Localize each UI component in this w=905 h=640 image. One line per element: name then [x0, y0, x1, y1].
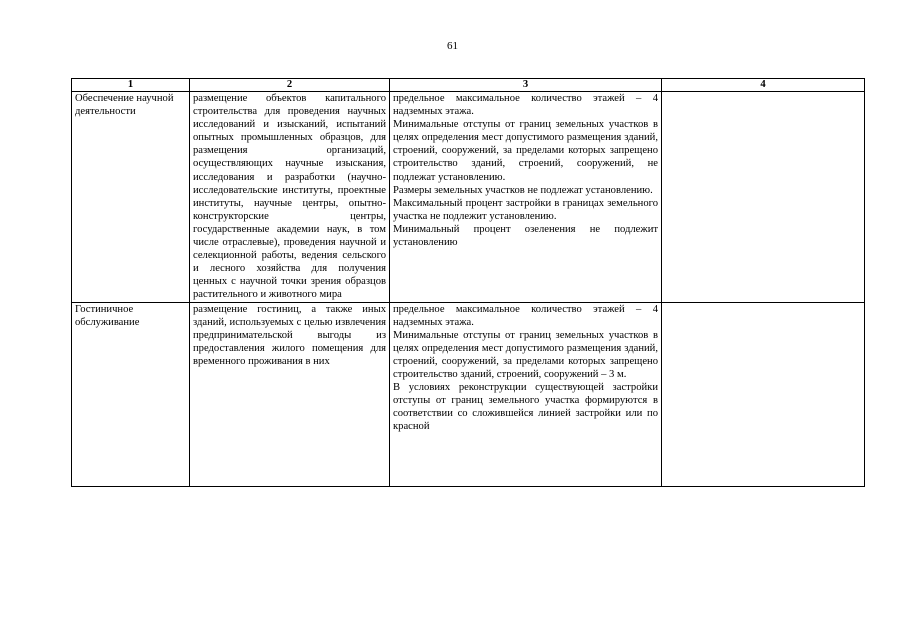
- column-header: 2: [190, 79, 390, 92]
- land-use-regulations-table: [71, 78, 865, 487]
- parameter-text: Размеры земельных участков не подлежат установлению.: [393, 184, 653, 196]
- page-number: 61: [447, 40, 458, 52]
- column-header: 3: [390, 79, 662, 92]
- table-header-row: [72, 79, 865, 92]
- parameters-cell: [390, 302, 662, 486]
- table-row: [72, 92, 865, 303]
- land-use-type-cell: Обеспечение научной деятельности: [72, 92, 190, 303]
- parameter-text: Минимальные отступы от границ земельных участков в целях определения мест допустимого размещения зданий, строений, сооружений, за пределами которых запрещено строительство зданий, строений, сооружений, не подлежат установлению.: [393, 119, 658, 183]
- column-header: 4: [662, 79, 865, 92]
- land-use-description-cell: размещение гостиниц, а также иных зданий, используемых с целью извлечения предпринимательской выгоды из предоставления жилого помещения для временного проживания в них: [190, 302, 390, 486]
- land-use-type-cell: Гостиничное обслуживание: [72, 302, 190, 486]
- column-4-cell: [662, 92, 865, 303]
- parameter-text: Минимальные отступы от границ земельных участков в целях определения мест допустимого размещения зданий, строений, сооружений, за пределами которых запрещено строительство зданий, строений, сооружений – 3 м.: [393, 329, 658, 380]
- column-header: 1: [72, 79, 190, 92]
- table-row: [72, 302, 865, 486]
- parameter-text: Минимальный процент озеленения не подлежит установлению: [393, 223, 658, 249]
- land-use-description-cell: размещение объектов капитального строительства для проведения научных исследований и изысканий, испытаний опытных промышленных образцов, для размещения организаций, осуществляющих научные изыскания, исследования и разработки (научно-исследовательские институты, проектные институты, научные центры, опытно-конструкторские центры, государственные академии наук, в том числе отраслевые), проведения научной и селекционной работы, ведения сельского и лесного хозяйства для получения ценных с научной точки зрения образцов растительного и животного мира: [190, 92, 390, 303]
- column-4-cell: [662, 302, 865, 486]
- parameter-text: предельное максимальное количество этажей – 4 надземных этажа.: [393, 93, 658, 118]
- parameters-cell: [390, 92, 662, 303]
- parameter-text: В условиях реконструкции существующей застройки отступы от границ земельного участка формируются в соответствии со сложившейся линией застройки или по красной: [393, 382, 658, 433]
- parameter-text: Максимальный процент застройки в границах земельного участка не подлежит установлению.: [393, 197, 658, 222]
- parameter-text: предельное максимальное количество этажей – 4 надземных этажа.: [393, 303, 658, 328]
